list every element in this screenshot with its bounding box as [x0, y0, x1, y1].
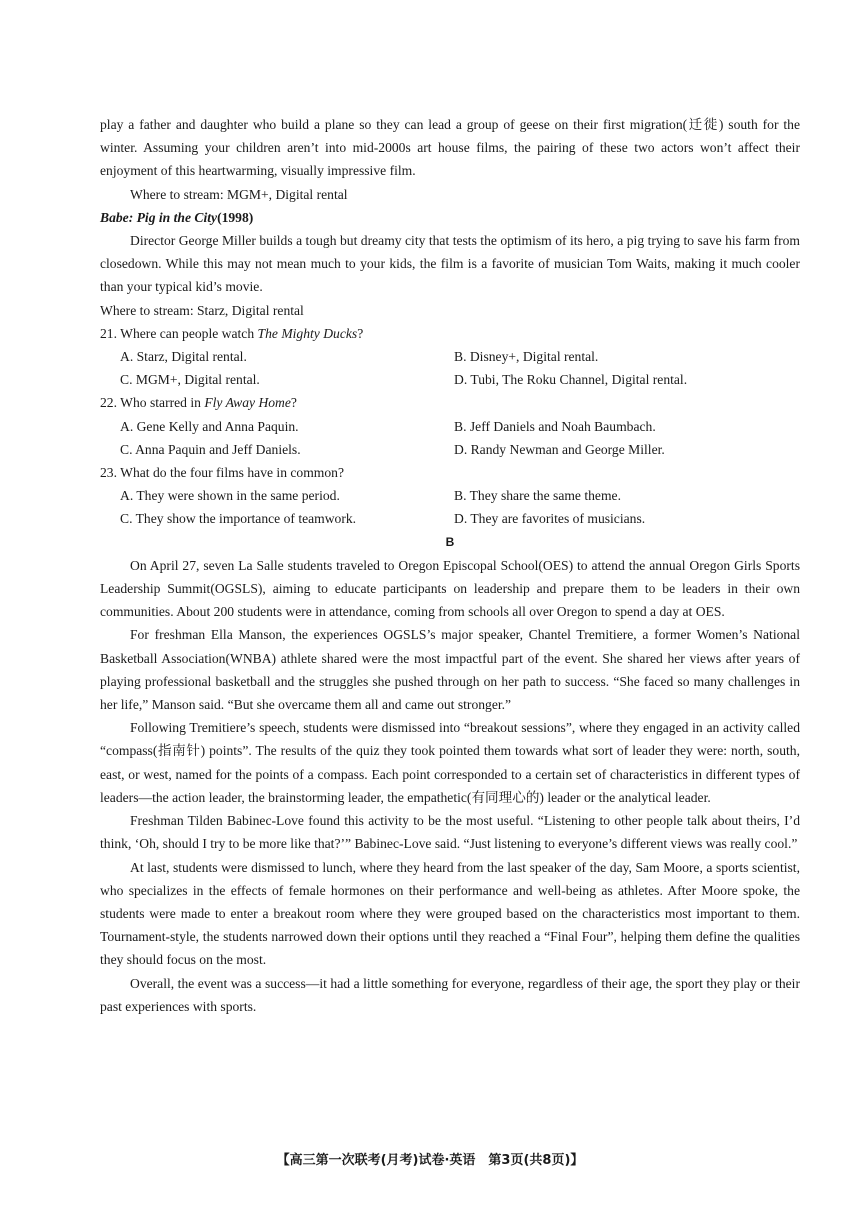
page-footer: 【高三第一次联考(月考)试卷·英语 第3页(共8页)】: [276, 1153, 584, 1168]
page-content: [100, 113, 800, 1018]
babe-paragraph: Director George Miller builds a tough but dreamy city that tests the optimism of its hero, a pig trying to save his farm from closedown. While this may not mean much to your kids, the film is a favorite of musician Tom Waits, making it much cooler than your typical kid’s movie.: [100, 233, 800, 295]
passage-b-paragraph-2: For freshman Ella Manson, the experiences OGSLS’s major speaker, Chantel Tremitiere, a former Women’s National Basketball Association(WNBA) athlete shared were the most impactful part of the event. She shared her views after years of playing professional basketball and the struggles she pushed through on her path to success. “She faced so many challenges in her life,” Manson said. “But she overcame them all and came out stronger.”: [100, 627, 800, 713]
babe-stream: Where to stream: Starz, Digital rental: [100, 302, 304, 318]
question-23: [100, 461, 800, 531]
stem-text: 21. Where can people watch: [100, 325, 258, 341]
stem-text: 23. What do the four films have in common?: [100, 465, 345, 481]
fly-away-home-stream: Where to stream: MGM+, Digital rental: [130, 186, 348, 202]
option-a: A. Gene Kelly and Anna Paquin.: [120, 418, 299, 434]
passage-b-paragraph-4: Freshman Tilden Babinec-Love found this activity to be the most useful. “Listening to other people talk about theirs, I’d think, ‘Oh, should I try to be more like that?’” Babinec-Love said. “Just listening to everyone’s different views was really cool.”: [100, 813, 800, 852]
question-stem: [100, 391, 800, 414]
babe-year: (1998): [217, 209, 254, 225]
stem-film-title: The Mighty Ducks: [257, 325, 358, 341]
stem-end: ?: [357, 325, 364, 341]
stem-film-title: Fly Away Home: [204, 395, 291, 411]
passage-b-paragraph-5: At last, students were dismissed to lunch, where they heard from the last speaker of the day, Sam Moore, a sports scientist, who specializes in the effects of female hormones on their performance and well-being as athletes. After Moore spoke, the students were made to enter a breakout room where they were grouped based on the characteristics most important to them. Tournament-style, the students narrowed down their options until they reached a “Final Four”, helping them define the qualities they should focus on the most.: [100, 859, 800, 968]
question-21: [100, 322, 800, 392]
question-stem: [100, 322, 800, 345]
option-c: C. They show the importance of teamwork.: [120, 511, 357, 527]
stem-text: 22. Who starred in: [100, 395, 205, 411]
option-a: A. They were shown in the same period.: [120, 488, 340, 504]
stem-end: ?: [290, 395, 297, 411]
babe-heading: [100, 206, 800, 229]
option-d: D. Tubi, The Roku Channel, Digital rental.: [454, 372, 688, 388]
options: [100, 415, 800, 461]
option-d: D. Randy Newman and George Miller.: [454, 441, 665, 457]
passage-b-label: B: [445, 534, 455, 549]
passage-b-paragraph-1: On April 27, seven La Salle students traveled to Oregon Episcopal School(OES) to attend the annual Oregon Girls Sports Leadership Summit(OGSLS), aiming to educate participants on leadership and prepare them to be leaders in their own communities. About 200 students were in attendance, coming from schools all over Oregon to spend a day at OES.: [100, 557, 800, 620]
option-c: C. MGM+, Digital rental.: [120, 372, 260, 388]
passage-b-paragraph-6: Overall, the event was a success—it had a little something for everyone, regardless of their age, the sport they play or their past experiences with sports.: [100, 975, 800, 1014]
option-c: C. Anna Paquin and Jeff Daniels.: [120, 441, 301, 457]
option-a: A. Starz, Digital rental.: [120, 349, 247, 365]
option-b: B. They share the same theme.: [454, 488, 621, 504]
question-22: [100, 391, 800, 461]
options: [100, 345, 800, 391]
option-b: B. Disney+, Digital rental.: [454, 349, 599, 365]
passage-b-paragraph-3: Following Tremitiere’s speech, students were dismissed into “breakout sessions”, where they engaged in an activity called “compass(指南针) points”. The results of the quiz they took pointed them towards what sort of leader they were: north, south, east, or west, named for the points of a compass. Each point corresponded to a certain set of characteristics in different types of leaders—the action leader, the brainstorming leader, the empathetic(有同理心的) leader or the analytical leader.: [100, 720, 800, 805]
option-d: D. They are favorites of musicians.: [454, 511, 646, 527]
options: [100, 484, 800, 530]
fly-away-home-paragraph: play a father and daughter who build a plane so they can lead a group of geese on their first migration(迁徙) south for the winter. Assuming your children aren’t into mid-2000s art house films, the pairing of these two actors won’t affect their enjoyment of this heartwarming, visually impressive film.: [100, 117, 800, 179]
option-b: B. Jeff Daniels and Noah Baumbach.: [454, 418, 656, 434]
babe-title: Babe: Pig in the City: [100, 209, 218, 225]
question-stem: [100, 461, 800, 484]
passage-b: [100, 554, 800, 1018]
